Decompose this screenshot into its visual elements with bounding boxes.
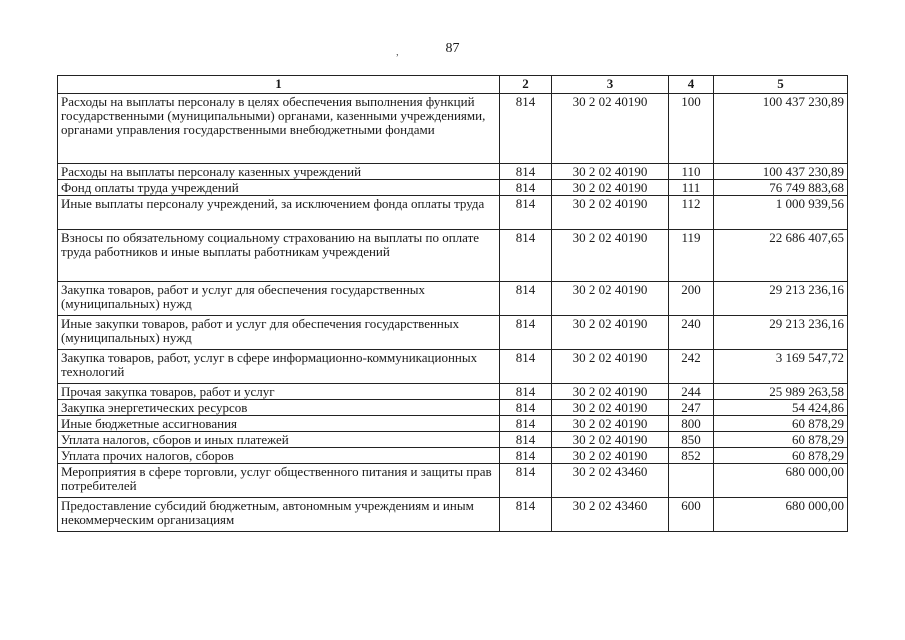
row-target-code: 30 2 02 40190 [552,180,669,196]
row-expense-type: 600 [669,498,714,532]
header-col-3: 3 [552,76,669,94]
row-name: Иные выплаты персоналу учреждений, за исключением фонда оплаты труда [58,196,500,230]
row-sum: 29 213 236,16 [714,282,848,316]
row-ministry-code: 814 [500,384,552,400]
row-expense-type: 111 [669,180,714,196]
row-ministry-code: 814 [500,432,552,448]
row-target-code: 30 2 02 40190 [552,432,669,448]
row-name: Взносы по обязательному социальному страхованию на выплаты по оплате труда работников и иные выплаты работникам учреждений [58,230,500,282]
row-sum: 100 437 230,89 [714,94,848,164]
header-col-2: 2 [500,76,552,94]
row-sum: 22 686 407,65 [714,230,848,282]
row-expense-type: 119 [669,230,714,282]
row-target-code: 30 2 02 43460 [552,464,669,498]
row-sum: 60 878,29 [714,448,848,464]
row-ministry-code: 814 [500,180,552,196]
row-target-code: 30 2 02 40190 [552,448,669,464]
row-name: Предоставление субсидий бюджетным, автономным учреждениям и иным некоммерческим организациям [58,498,500,532]
table-row [58,94,848,164]
row-sum: 76 749 883,68 [714,180,848,196]
page-number: 87 [445,41,460,56]
table-row [58,416,848,432]
row-expense-type: 244 [669,384,714,400]
header-col-1: 1 [58,76,500,94]
row-name: Мероприятия в сфере торговли, услуг общественного питания и защиты прав потребителей [58,464,500,498]
table-row [58,384,848,400]
row-expense-type: 240 [669,316,714,350]
table-row [58,400,848,416]
row-target-code: 30 2 02 40190 [552,230,669,282]
row-ministry-code: 814 [500,464,552,498]
table-row [58,180,848,196]
row-sum: 680 000,00 [714,464,848,498]
row-name: Прочая закупка товаров, работ и услуг [58,384,500,400]
row-name: Иные закупки товаров, работ и услуг для обеспечения государственных (муниципальных) нужд [58,316,500,350]
row-name: Закупка товаров, работ, услуг в сфере информационно-коммуникационных технологий [58,350,500,384]
row-ministry-code: 814 [500,282,552,316]
row-sum: 60 878,29 [714,416,848,432]
row-target-code: 30 2 02 40190 [552,350,669,384]
header-col-4: 4 [669,76,714,94]
row-target-code: 30 2 02 40190 [552,316,669,350]
row-sum: 60 878,29 [714,432,848,448]
row-target-code: 30 2 02 43460 [552,498,669,532]
row-ministry-code: 814 [500,416,552,432]
row-sum: 680 000,00 [714,498,848,532]
row-expense-type: 242 [669,350,714,384]
row-name: Расходы на выплаты персоналу казенных учреждений [58,164,500,180]
row-ministry-code: 814 [500,498,552,532]
row-ministry-code: 814 [500,448,552,464]
table-row [58,282,848,316]
table-row [58,350,848,384]
row-expense-type [669,464,714,498]
row-sum: 3 169 547,72 [714,350,848,384]
table-row [58,230,848,282]
row-expense-type: 100 [669,94,714,164]
row-name: Расходы на выплаты персоналу в целях обеспечения выполнения функций государственными (муниципальными) органами, казенными учреждениями, органами управления государственными внебюджетными фондами [58,94,500,164]
budget-table [57,75,848,532]
stray-mark: , [396,46,399,58]
table-row [58,196,848,230]
row-expense-type: 112 [669,196,714,230]
row-target-code: 30 2 02 40190 [552,282,669,316]
row-name: Закупка энергетических ресурсов [58,400,500,416]
row-sum: 1 000 939,56 [714,196,848,230]
row-name: Уплата прочих налогов, сборов [58,448,500,464]
header-col-5: 5 [714,76,848,94]
row-name: Закупка товаров, работ и услуг для обеспечения государственных (муниципальных) нужд [58,282,500,316]
table-header-row [58,76,848,94]
row-sum: 100 437 230,89 [714,164,848,180]
row-ministry-code: 814 [500,400,552,416]
row-target-code: 30 2 02 40190 [552,384,669,400]
row-ministry-code: 814 [500,164,552,180]
row-expense-type: 850 [669,432,714,448]
row-expense-type: 247 [669,400,714,416]
row-ministry-code: 814 [500,350,552,384]
row-name: Иные бюджетные ассигнования [58,416,500,432]
row-expense-type: 800 [669,416,714,432]
row-ministry-code: 814 [500,196,552,230]
row-ministry-code: 814 [500,230,552,282]
table-row [58,498,848,532]
row-ministry-code: 814 [500,316,552,350]
row-target-code: 30 2 02 40190 [552,196,669,230]
table-row [58,316,848,350]
table-row [58,432,848,448]
table-row [58,448,848,464]
row-ministry-code: 814 [500,94,552,164]
table-row [58,164,848,180]
row-sum: 25 989 263,58 [714,384,848,400]
row-name: Уплата налогов, сборов и иных платежей [58,432,500,448]
row-sum: 54 424,86 [714,400,848,416]
row-expense-type: 852 [669,448,714,464]
row-sum: 29 213 236,16 [714,316,848,350]
row-name: Фонд оплаты труда учреждений [58,180,500,196]
row-expense-type: 110 [669,164,714,180]
table-row [58,464,848,498]
row-target-code: 30 2 02 40190 [552,164,669,180]
row-target-code: 30 2 02 40190 [552,94,669,164]
row-target-code: 30 2 02 40190 [552,416,669,432]
table-body [58,94,848,532]
row-target-code: 30 2 02 40190 [552,400,669,416]
row-expense-type: 200 [669,282,714,316]
